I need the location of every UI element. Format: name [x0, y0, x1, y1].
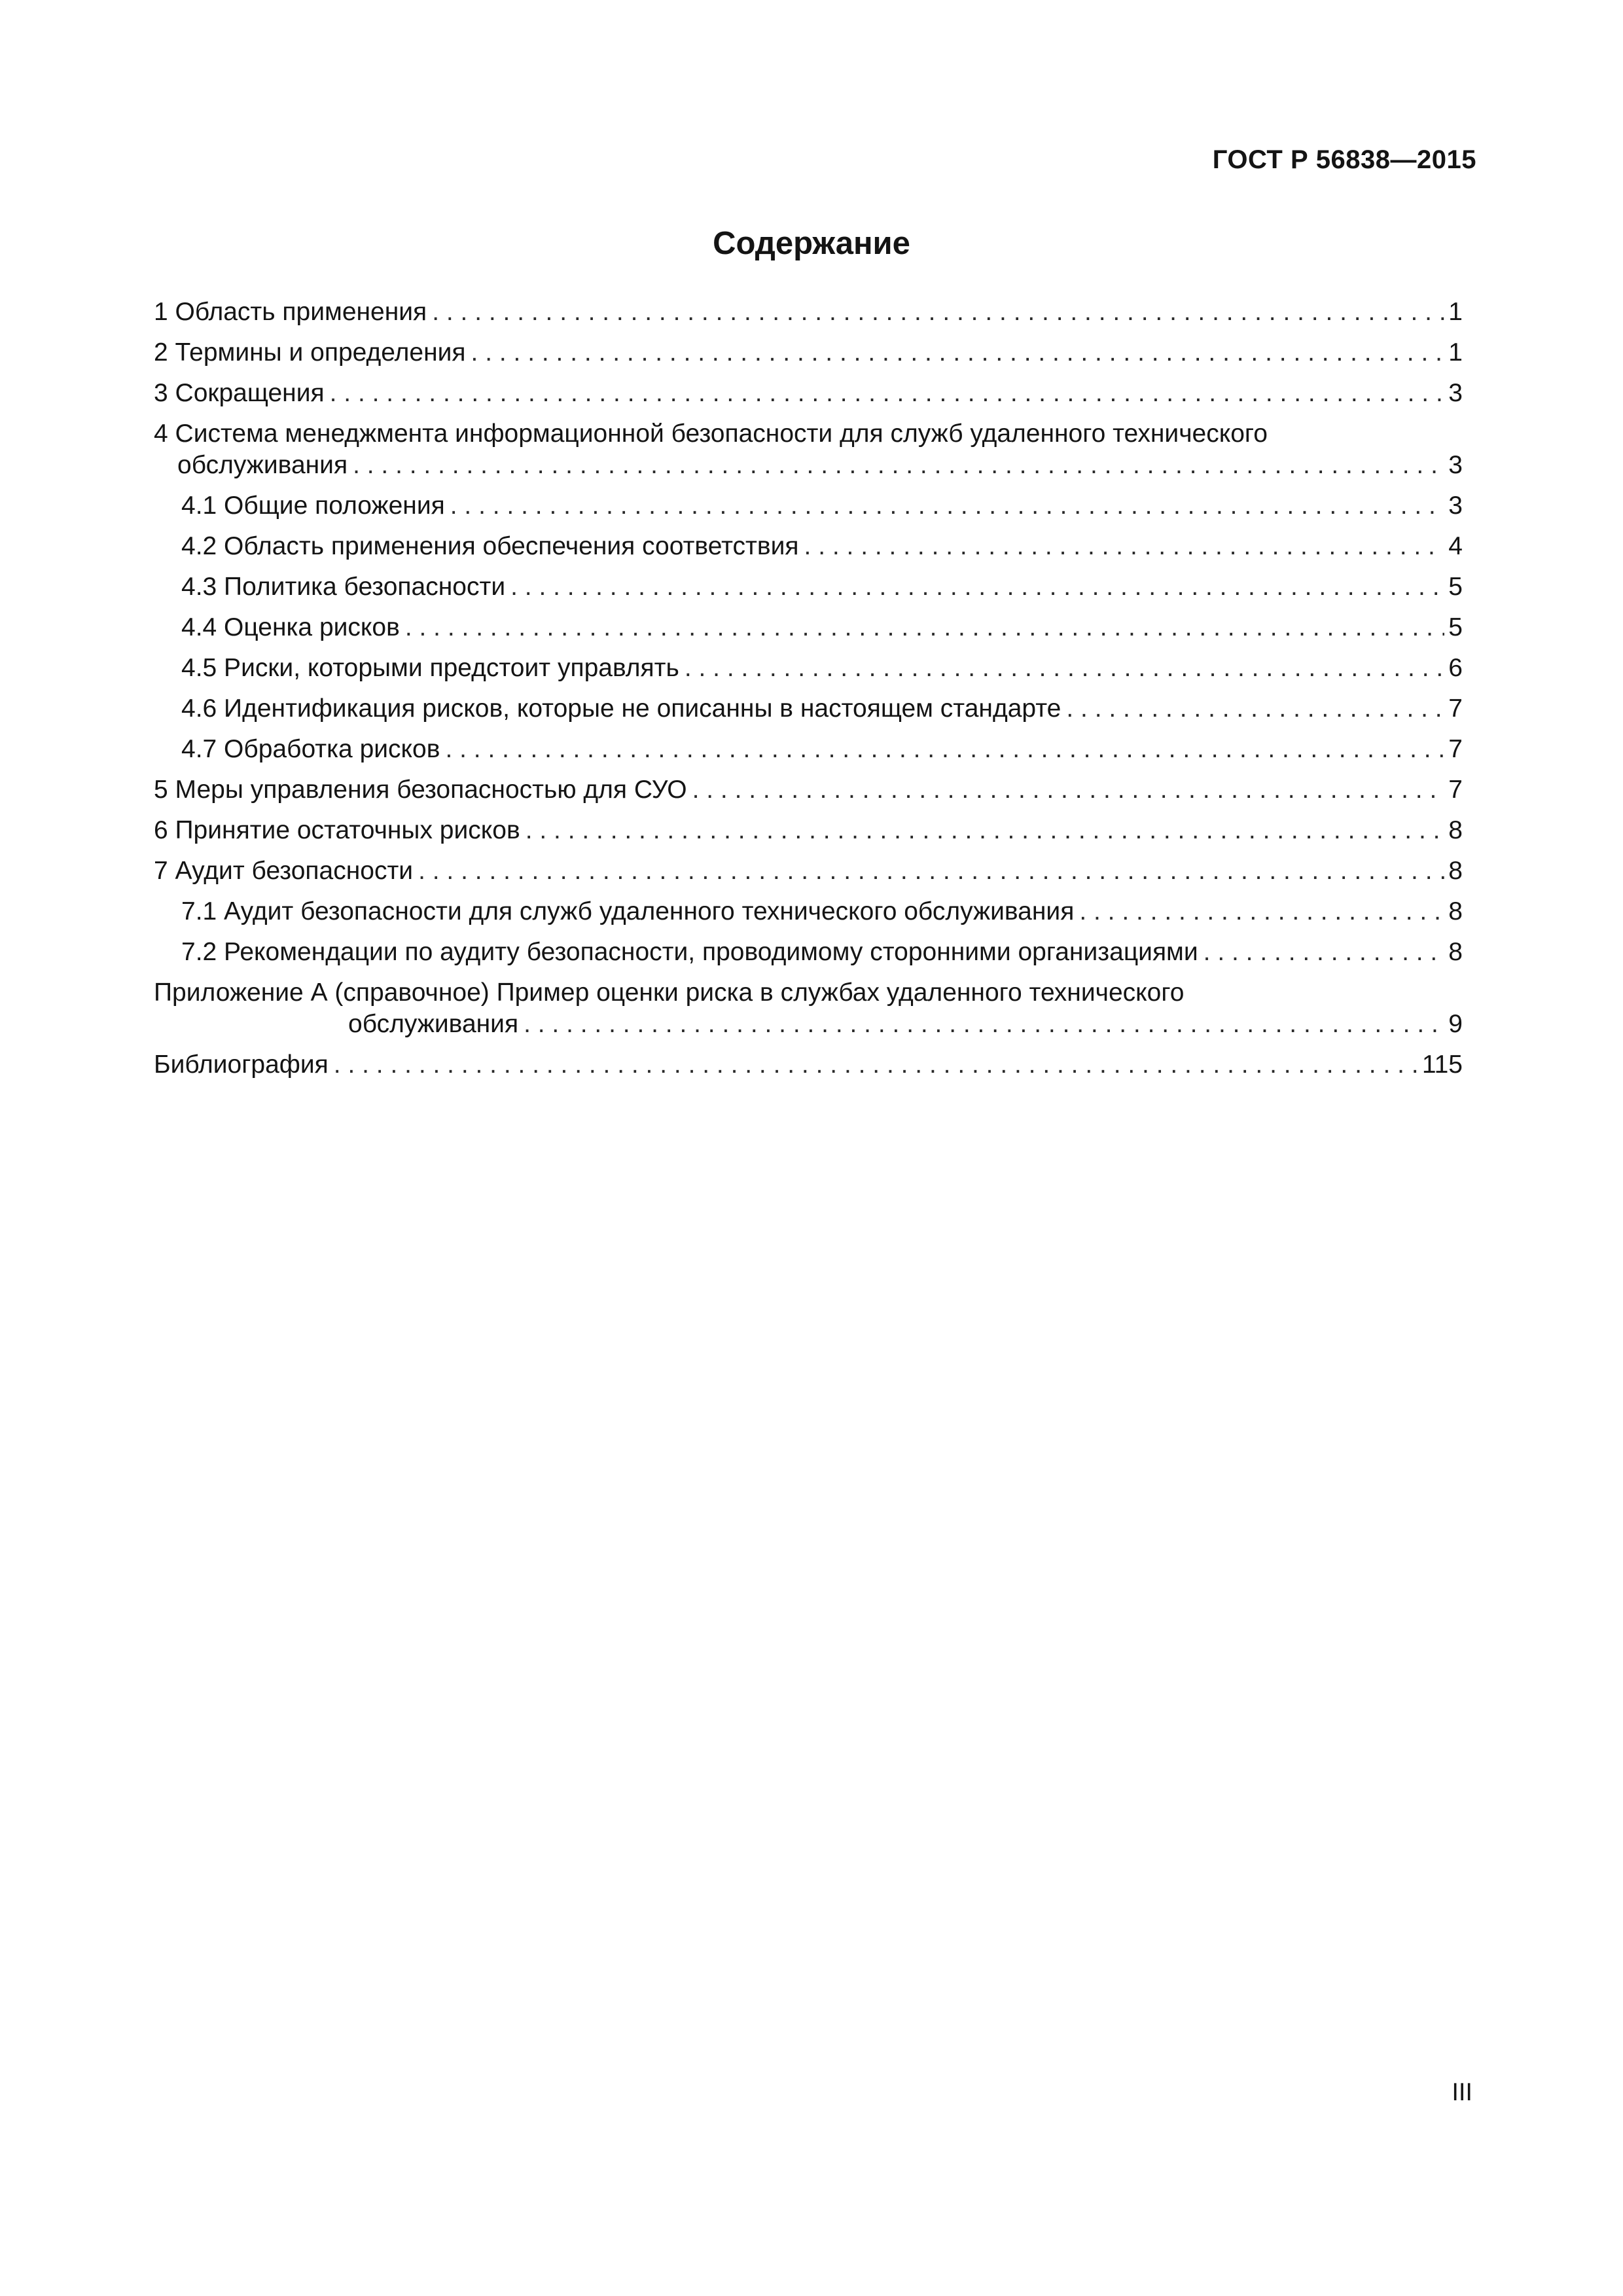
- toc-entry-label: 4.1 Общие положения: [181, 492, 445, 520]
- toc-dot-leader: [334, 1045, 1418, 1085]
- toc-entry-page: 7: [1448, 776, 1463, 804]
- toc-entry-label-line1: 4 Система менеджмента информационной безопасности для служб удаленного технического: [154, 420, 1268, 448]
- toc-entry-page: 8: [1448, 816, 1463, 844]
- toc-subentry[interactable]: [154, 648, 1463, 689]
- toc-entry[interactable]: [154, 292, 1463, 332]
- toc-dot-leader: [1066, 689, 1444, 729]
- toc-entry-label-line1: Приложение А (справочное) Пример оценки риска в службах удаленного технического: [154, 978, 1185, 1007]
- toc-dot-leader: [432, 292, 1444, 332]
- toc-entry-multiline[interactable]: [154, 414, 1463, 486]
- toc-entry-page: 115: [1421, 1050, 1463, 1079]
- table-of-contents: [154, 292, 1463, 1085]
- toc-entry-page: 1: [1448, 298, 1463, 326]
- page-number: III: [1452, 2079, 1472, 2106]
- toc-entry-label: 2 Термины и определения: [154, 338, 466, 367]
- toc-entry-label: 4.6 Идентификация рисков, которые не описанны в настоящем стандарте: [181, 694, 1061, 723]
- toc-entry-page: 8: [1448, 897, 1463, 925]
- toc-dot-leader: [685, 648, 1444, 689]
- toc-entry-label-line2: обслуживания: [348, 1010, 519, 1038]
- toc-entry[interactable]: [154, 1045, 1463, 1085]
- toc-entry-page: 7: [1448, 735, 1463, 763]
- toc-dot-leader: [692, 770, 1445, 810]
- toc-dot-leader: [804, 526, 1445, 567]
- toc-entry-label: 1 Область применения: [154, 298, 427, 326]
- toc-subentry[interactable]: [154, 729, 1463, 770]
- toc-entry-multiline[interactable]: [154, 973, 1463, 1045]
- toc-entry-label: 7 Аудит безопасности: [154, 857, 414, 885]
- toc-title: Содержание: [713, 226, 910, 261]
- toc-entry[interactable]: [154, 373, 1463, 414]
- toc-dot-leader: [1204, 932, 1445, 973]
- toc-dot-leader: [524, 1004, 1444, 1045]
- toc-subentry[interactable]: [154, 567, 1463, 607]
- toc-subentry[interactable]: [154, 689, 1463, 729]
- toc-entry-page: 3: [1448, 379, 1463, 407]
- toc-entry-label: 4.5 Риски, которыми предстоит управлять: [181, 654, 679, 682]
- toc-subentry[interactable]: [154, 932, 1463, 973]
- toc-entry-label: Библиография: [154, 1050, 329, 1079]
- toc-entry-page: 9: [1448, 1010, 1463, 1038]
- toc-entry-label: 6 Принятие остаточных рисков: [154, 816, 520, 844]
- toc-entry[interactable]: [154, 851, 1463, 891]
- toc-entry-label: 4.4 Оценка рисков: [181, 613, 400, 641]
- toc-dot-leader: [1079, 891, 1444, 932]
- toc-entry-page: 6: [1448, 654, 1463, 682]
- toc-entry-page: 5: [1448, 573, 1463, 601]
- document-code: ГОСТ Р 56838—2015: [1212, 145, 1476, 174]
- toc-entry-label: 4.2 Область применения обеспечения соответствия: [181, 532, 799, 560]
- toc-entry[interactable]: [154, 332, 1463, 373]
- toc-entry-page: 8: [1448, 938, 1463, 966]
- toc-subentry[interactable]: [154, 526, 1463, 567]
- toc-dot-leader: [526, 810, 1445, 851]
- toc-subentry[interactable]: [154, 486, 1463, 526]
- toc-dot-leader: [330, 373, 1445, 414]
- toc-entry-page: 7: [1448, 694, 1463, 723]
- toc-entry-page: 4: [1448, 532, 1463, 560]
- toc-entry-label: 3 Сокращения: [154, 379, 325, 407]
- toc-entry-label-line2: обслуживания: [177, 451, 348, 479]
- toc-subentry[interactable]: [154, 607, 1463, 648]
- toc-entry-page: 3: [1448, 451, 1463, 479]
- toc-entry-page: 3: [1448, 492, 1463, 520]
- toc-dot-leader: [450, 486, 1445, 526]
- toc-entry-label: 7.2 Рекомендации по аудиту безопасности, проводимому сторонними организациями: [181, 938, 1198, 966]
- toc-entry-page: 5: [1448, 613, 1463, 641]
- toc-entry-label: 4.7 Обработка рисков: [181, 735, 440, 763]
- toc-subentry[interactable]: [154, 891, 1463, 932]
- toc-dot-leader: [418, 851, 1444, 891]
- toc-dot-leader: [510, 567, 1444, 607]
- toc-entry-page: 1: [1448, 338, 1463, 367]
- toc-entry-label: 4.3 Политика безопасности: [181, 573, 506, 601]
- toc-entry[interactable]: [154, 810, 1463, 851]
- toc-entry[interactable]: [154, 770, 1463, 810]
- toc-entry-label: 7.1 Аудит безопасности для служб удаленного технического обслуживания: [181, 897, 1075, 925]
- toc-dot-leader: [445, 729, 1444, 770]
- toc-dot-leader: [405, 607, 1444, 648]
- toc-dot-leader: [353, 445, 1444, 486]
- toc-entry-label: 5 Меры управления безопасностью для СУО: [154, 776, 687, 804]
- toc-entry-continuation: [154, 1004, 1463, 1045]
- toc-entry-page: 8: [1448, 857, 1463, 885]
- toc-dot-leader: [471, 332, 1445, 373]
